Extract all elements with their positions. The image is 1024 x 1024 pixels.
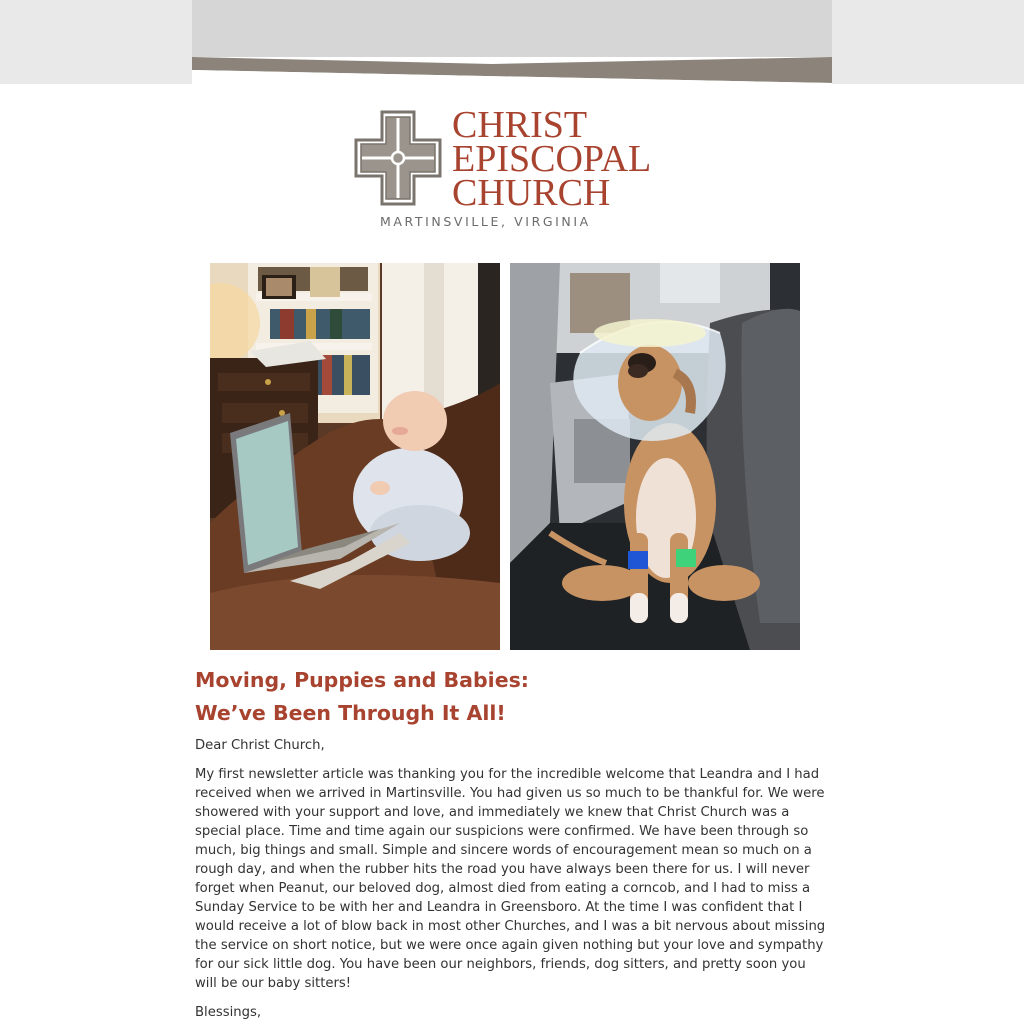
baby-with-laptop-photo — [210, 263, 500, 650]
dog-in-cone-photo — [510, 263, 800, 650]
logo-text-line3: CHURCH — [452, 172, 611, 214]
article-salutation: Dear Christ Church, — [195, 738, 325, 753]
newsletter-article — [195, 664, 831, 1022]
header-banner — [192, 0, 832, 84]
article-title-line2: We’ve Been Through It All! — [195, 701, 506, 725]
newsletter-container — [192, 0, 832, 1024]
article-title-line1: Moving, Puppies and Babies: — [195, 668, 530, 692]
church-logo[interactable] — [352, 104, 676, 232]
article-body: My first newsletter article was thanking you for the incredible welcome that Leandra and I had received when we arrived in Martinsville. You had given us so much to be thankful for. We were showered with your support and love, and immediately we knew that Christ Church was a special place. Time and time again our suspicions were confirmed. We have been through so much, big things and small. Simple and sincere words of encouragement mean so much on a rough day, and when the rubber hits the road you have always been there for us. I will never forget when Peanut, our beloved dog, almost died from eating a corncob, and I had to miss a Sunday Service to be with her and Leandra in Greensboro. At the time I was confident that I would receive a lot of blow back in most other Churches, and I was a bit nervous about missing the service on short notice, but we were once again given nothing but your love and sympathy for our sick little dog. You have been our neighbors, friends, dog sitters, and pretty soon you will be our baby sitters! — [195, 767, 826, 991]
logo-text-line2: EPISCOPAL — [452, 138, 652, 180]
logo-text-line1: CHRIST — [452, 104, 588, 146]
logo-location: MARTINSVILLE, VIRGINIA — [380, 214, 591, 229]
article-closing: Blessings, — [195, 1005, 262, 1020]
cross-emblem-icon — [352, 108, 444, 208]
